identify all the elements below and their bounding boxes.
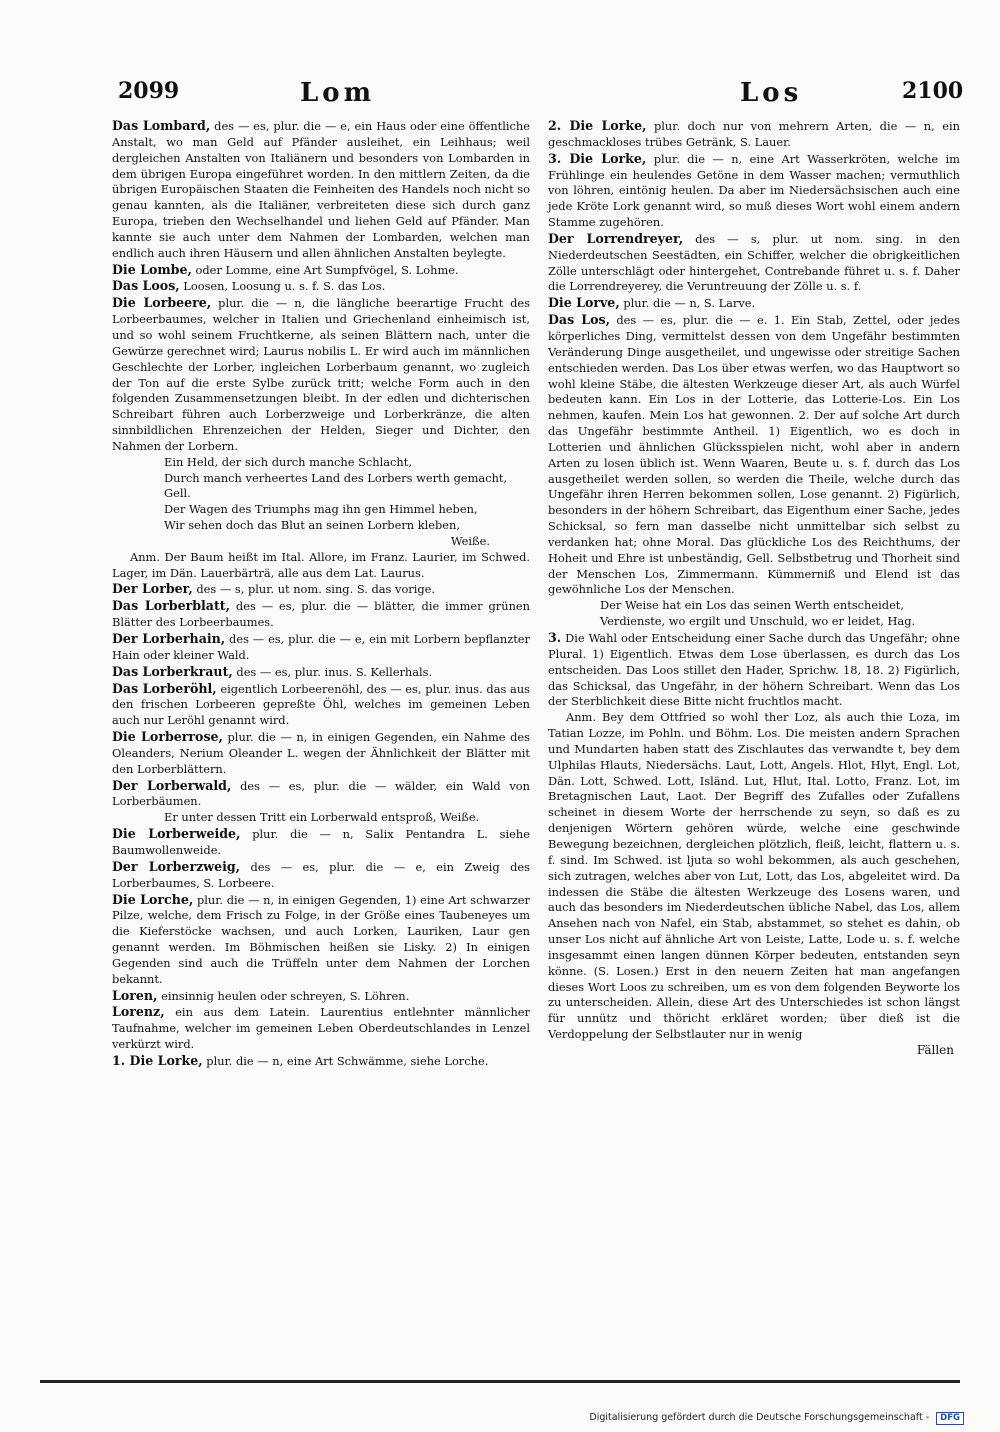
quotation-line: Weiße. <box>450 533 490 548</box>
dfg-logo: DFG <box>936 1412 964 1425</box>
headword: 2. Die Lorke, <box>548 118 647 133</box>
headword: Die Lorbeere, <box>112 295 212 311</box>
entry-text: Die Wahl oder Entscheidung einer Sache durch das Ungefähr; ohne Plural. 1) Eigentlich. Etwas dem Lose überlassen, es durch das Los entscheiden. Das Loos stillet den Hader, Sprichw. 18, 18. 2) Figürlich, das Schicksal, das Ungefähr, in der höhern Schreibart. Wenn das Los der Sterblichkeit diese Bitte nicht fruchtlos macht. <box>548 631 960 709</box>
headword: Die Lorve, <box>548 295 620 311</box>
quotation-line: Er unter dessen Tritt ein Lorberwald entsproß, Weiße. <box>164 810 480 825</box>
dictionary-entry <box>112 1004 530 1053</box>
entry-text: einsinnig heulen oder schreyen, S. Löhren. <box>157 988 410 1003</box>
bottom-rule <box>40 1380 960 1383</box>
headword: Der Lorberzweig, <box>112 858 241 874</box>
entry-text: ein aus dem Latein. Laurentius entlehnter männlicher Taufnahme, welcher im gemeinen Leben Oberdeutschlandes in Lenzel verkürzt wird. <box>112 1005 530 1052</box>
quotation-line: Verdienste, wo ergilt und Unschuld, wo er leidet, Hag. <box>600 614 916 629</box>
headword: Der Lorrendreyer, <box>548 230 684 246</box>
entry-text: plur. die — n, eine Art Schwämme, siehe Lorche. <box>202 1053 489 1068</box>
headword: Der Lorberwald, <box>112 777 232 793</box>
dictionary-entry <box>548 151 960 231</box>
dictionary-entry <box>112 988 530 1005</box>
quotation-line: Der Weise hat ein Los das seinen Werth entscheidet, <box>600 598 905 613</box>
quotation-line: Wir sehen doch das Blut an seinen Lorbern kleben, <box>164 518 461 533</box>
dictionary-entry <box>112 295 530 454</box>
dictionary-entry <box>112 598 530 631</box>
entry-text: plur. die — n, Salix Pentandra L. siehe Baumwollenweide. <box>112 827 530 857</box>
entry-text: plur. die — n, eine Art Wasserkröten, welche im Frühlinge ein heulendes Getöne in dem Wasser machen; vermuthlich von löhren, eintönig heulen. Da aber im Niedersächsischen auch eine jede Kröte Lork genannt wird, so muß dieses Wort wohl einem andern Stamme zugehören. <box>548 151 960 230</box>
right-column <box>548 118 960 1059</box>
dictionary-entry <box>548 312 960 598</box>
headword: Das Lorberkraut, <box>112 663 233 679</box>
headword: 3. Die Lorke, <box>548 150 647 166</box>
footer <box>589 1412 964 1425</box>
dictionary-entry <box>548 295 960 312</box>
entry-text: plur. die — n, S. Larve. <box>619 296 756 311</box>
annotation: Anm. Der Baum heißt im Ital. Allore, im Franz. Laurier, im Schwed. Lager, im Dän. Lauerbärträ, alle aus dem Lat. Laurus. <box>112 549 530 580</box>
dictionary-entry <box>112 278 530 295</box>
headword: Das Lombard, <box>112 118 211 133</box>
headword: Die Lorberweide, <box>112 826 241 842</box>
headword: Das Lorberöhl, <box>112 680 217 696</box>
dictionary-entry <box>112 664 530 681</box>
headword: 3. <box>548 630 562 645</box>
headword: Die Lorberrose, <box>112 729 223 745</box>
page-number-left: 2099 <box>118 78 180 104</box>
entry-text: des — s, plur. ut nom. sing. in den Niederdeutschen Seestädten, ein Schiffer, welcher die obrigkeitlichen Zölle unterschlägt oder hintergehet, Contrebande führet u. s. f. Daher die Lorrendreyerey, die Veruntreuung der Zölle u. s. f. <box>548 231 960 294</box>
entry-text: plur. die — n, die längliche beerartige Frucht des Lorbeerbaumes, welcher in Italien und Griechenland einheimisch ist, und so wohl seinem Fruchtkerne, als seinen Blättern nach, unter die Gewürze gerechnet wird; Laurus nobilis L. Er wird auch im männlichen Geschlechte der Lorber, ingleichen Lorberbaum genannt, wo zugleich der Ton auf die erste Sylbe zurück tritt; welche Form auch in den folgenden Zusammensetzungen bleibt. In der edlen und dichterischen Schreibart führen auch Lorberzweige und Lorberkränze, die alten sinnbildlichen Ehrenzeichen der Helden, Sieger und Dichter, den Nahmen der Lorbern. <box>112 296 530 453</box>
headword: 1. Die Lorke, <box>112 1052 203 1068</box>
entry-text: des — es, plur. die — e, ein mit Lorbern bepflanzter Hain oder kleiner Wald. <box>112 632 530 662</box>
page-number-right: 2100 <box>902 78 964 104</box>
headword: Der Lorber, <box>112 581 193 597</box>
headword: Loren, <box>112 987 158 1003</box>
headword: Das Los, <box>548 312 611 328</box>
left-column <box>112 118 530 1070</box>
dictionary-entry <box>548 630 960 710</box>
dictionary-entry <box>112 826 530 859</box>
entry-text: des — es, plur. die — e. 1. Ein Stab, Zettel, oder jedes körperliches Ding, vermittelst dessen von dem Ungefähr bestimmten Veränderung Dinge ausgetheilet, und ungewisse oder streitige Sachen entschieden werden. Das Los über etwas werfen, wo das Hauptwort so wohl kleine Stäbe, die ältesten Werkzeuge dieser Art, als auch Würfel bedeuten kann. Ein Los in der Lotterie, das Lotterie-Los. Ein Los nehmen, kaufen. Mein Los hat gewonnen. 2. Der auf solche Art durch das Ungefähr bestimmte Antheil. 1) Eigentlich, wo es doch in Lotterien und ähnlichen Glücksspielen nicht, wohl aber in andern Arten zu losen üblich ist. Wenn Waaren, Beute u. s. f. durch das Los ausgetheilet werden sollen, so werden die Theile, welche durch das Ungefähr ihren Herren bekommen sollen, Lose genannt. 2) Figürlich, besonders in der höhern Schreibart, das Eigenthum einer Sache, jedes Schicksal, so fern man dasselbe nicht unmittelbar sich selbst zu verdanken hat; ohne Moral. Das glückliche Los des Reichthums, der Hoheit und Ehre ist unbeständig, Gell. Selbstbetrug und Thorheit sind der Menschen Los, Zimmermann. Kümmerniß und Elend ist das gewöhnliche Los der Menschen. <box>548 313 960 597</box>
dictionary-entry <box>112 729 530 778</box>
dictionary-entry <box>112 892 530 988</box>
catchword: Fällen <box>916 1042 954 1057</box>
dictionary-entry <box>112 778 530 811</box>
dictionary-entry <box>112 631 530 664</box>
dictionary-entry <box>112 859 530 892</box>
entry-text: plur. die — n, in einigen Gegenden, ein Nahme des Oleanders, Nerium Oleander L. wegen der Ähnlichkeit der Blätter mit den Lorberblättern. <box>112 730 530 776</box>
entry-text: plur. die — n, in einigen Gegenden, 1) eine Art schwarzer Pilze, welche, dem Frisch zu Folge, in der Größe eines Taubeneyes um die Kieferstöcke wachsen, und auch Lorken, Lauriken, Laur gen genannt werden. Im Böhmischen heißen sie Lisky. 2) In einigen Gegenden sind auch die Trüffeln unter dem Nahmen der Lorchen bekannt. <box>112 892 530 986</box>
headword: Die Lorche, <box>112 891 194 907</box>
headword: Der Lorberhain, <box>112 631 226 646</box>
quotation-line: Der Wagen des Triumphs mag ihn gen Himmel heben, <box>164 502 478 517</box>
dictionary-entry <box>548 231 960 295</box>
running-head-left: Lom <box>300 78 376 108</box>
entry-text: des — es, plur. die — e, ein Zweig des Lorberbaumes, S. Lorbeere. <box>112 859 530 890</box>
running-head-right: Los <box>740 78 803 108</box>
dictionary-entry <box>112 262 530 279</box>
dictionary-entry <box>548 118 960 151</box>
dictionary-entry <box>112 1053 530 1070</box>
entry-text: des — es, plur. die — blätter, die immer grünen Blätter des Lorbeerbaumes. <box>112 599 530 630</box>
quotation-line: Ein Held, der sich durch manche Schlacht, <box>164 454 412 469</box>
footer-text: Digitalisierung gefördert durch die Deutsche Forschungsgemeinschaft - <box>589 1412 930 1423</box>
entry-text: oder Lomme, eine Art Sumpfvögel, S. Lohme. <box>191 262 459 277</box>
entry-text: des — es, plur. inus. S. Kellerhals. <box>232 664 433 679</box>
quotation-line: Durch manch verheertes Land des Lorbers werth gemacht, Gell. <box>164 470 508 501</box>
headword: Lorenz, <box>112 1004 165 1020</box>
entry-text: des — es, plur. die — wälder, ein Wald von Lorberbäumen. <box>112 778 530 809</box>
entry-text: plur. doch nur von mehrern Arten, die — n, ein geschmackloses trübes Getränk, S. Lauer. <box>548 119 960 149</box>
annotation: Anm. Bey dem Ottfried so wohl ther Loz, als auch thie Loza, im Tatian Lozze, im Pohln. und Böhm. Los. Die meisten andern Sprachen und Mundarten haben statt des Zischlautes das verwandte t, bey dem Ulphilas Hlauts, Niedersächs. Laut, Lott, Angels. Hlot, Hlyt, Engl. Lot, Dän. Lott, Schwed. Lott, Isländ. Lut, Hlut, Ital. Lotto, Franz. Lot, im Bretagnischen Laut, Laot. Der Begriff des Zufalles oder Zufallens scheinet in diesem Worte der herrschende zu seyn, so daß es zu denjenigen Wörtern gehören würde, welche eine geschwinde Bewegung bezeichnen, dergleichen plötzlich, fleiß, leicht, flattern u. s. f. sind. Im Schwed. ist ljuta so wohl bekommen, als auch geschehen, sich zutragen, welches aber von Lut, Lott, das Los, abgeleitet wird. Da indessen die Stäbe die ältesten Werkzeuge des Losens waren, und auch das besonders im Niederdeutschen übliche Nabel, das Los, allem Ansehen nach von Nafel, ein Stab, abstammet, so stehet es dahin, ob unser Los nicht auf ähnliche Art von Leiste, Latte, Lode u. s. f. welche insgesammt einen langen dünnen Körper bedeuten, entstanden seyn könne. (S. Losen.) Erst in den neuern Zeiten hat man angefangen dieses Wort Loos zu schreiben, um es von dem folgenden Beyworte los zu unterscheiden. Allein, diese Art des Unterschiedes ist schon längst für unnütz und thöricht erkläret worden; über dieß ist die Verdoppelung der Selbstlauter nur in wenig <box>548 710 960 1042</box>
headword: Das Lorberblatt, <box>112 598 230 614</box>
entry-text: eigentlich Lorbeerenöhl, des — es, plur. inus. das aus den frischen Lorbeeren gepreßte Öhl, welches im gemeinen Leben auch nur Leröhl genannt wird. <box>112 681 531 728</box>
dictionary-entry <box>112 681 530 730</box>
entry-text: Loosen, Loosung u. s. f. S. das Los. <box>179 279 386 294</box>
headword: Das Loos, <box>112 278 180 294</box>
entry-text: des — s, plur. ut nom. sing. S. das vorige. <box>192 582 436 597</box>
dictionary-entry <box>112 118 530 262</box>
entry-text: des — es, plur. die — e, ein Haus oder eine öffentliche Anstalt, wo man Geld auf Pfänder ausleihet, ein Leihhaus; weil dergleichen Anstalten von Italiänern und besonders von Lombarden in dem übrigen Europa eingeführet worden. In den mittlern Zeiten, da die übrigen Europäischen Staaten die Feinheiten des Handels noch nicht so genau kannten, als die Italiäner, verbreiteten diese sich durch ganz Europa, trieben den Wechselhandel und liehen Geld auf Pfänder. Man kannte sie auch unter dem Nahmen der Lombarden, welchen man endlich auch ihren Häusern und allen ähnlichen Anstalten beylegte. <box>112 119 530 260</box>
dictionary-entry <box>112 581 530 598</box>
headword: Die Lombe, <box>112 261 192 277</box>
